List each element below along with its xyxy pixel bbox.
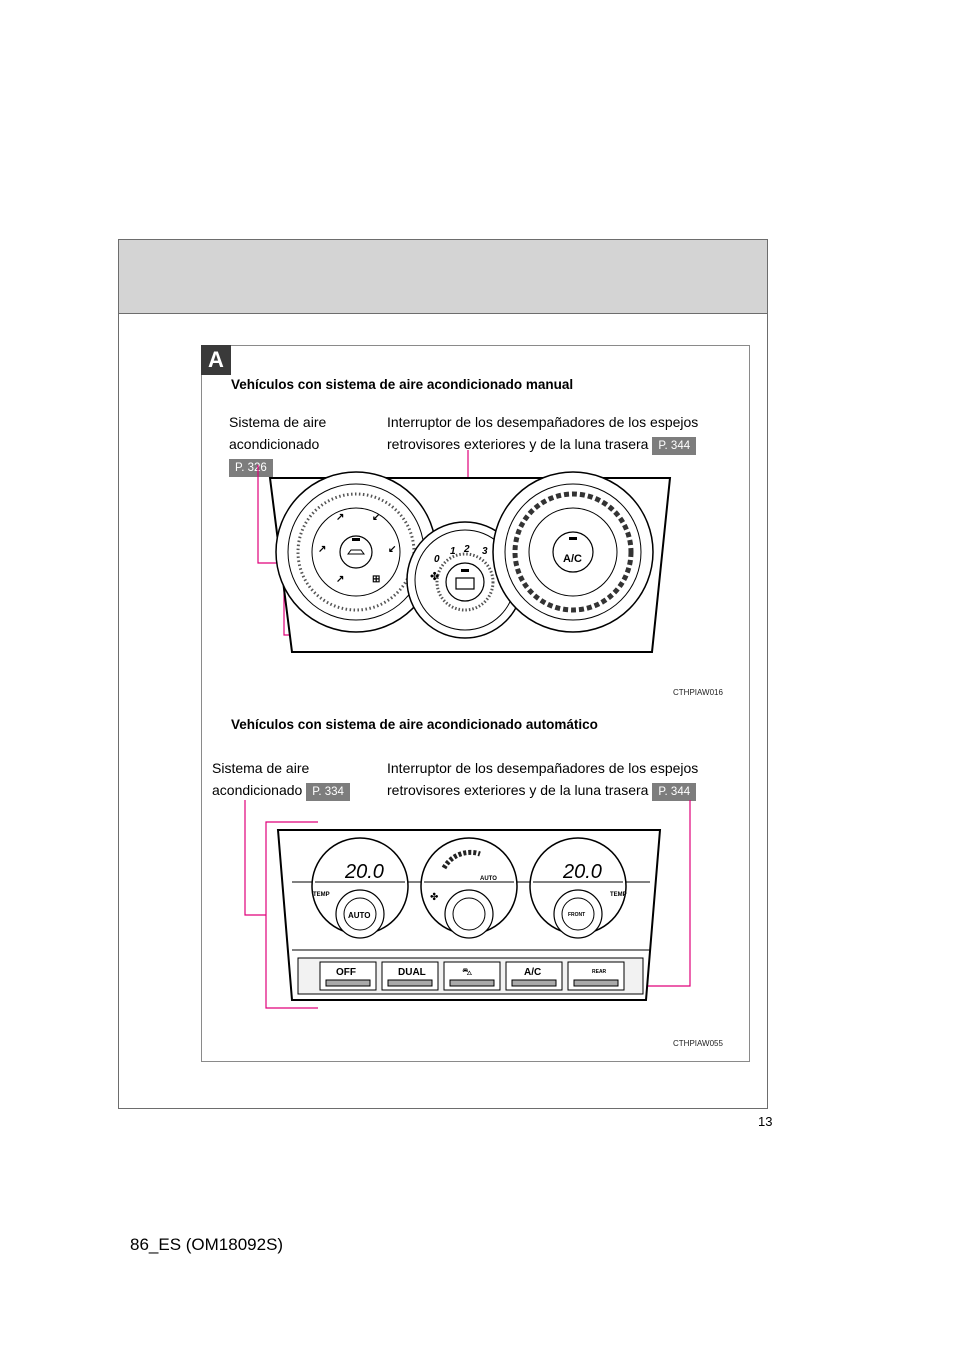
manual-image-code: CTHPIAW016	[673, 688, 723, 697]
manual-climate-panel-illustration	[240, 440, 690, 690]
ac-button[interactable]	[506, 962, 562, 990]
manual-right-ref[interactable]: P. 344	[652, 437, 696, 455]
fan-scale-3: 3	[482, 546, 488, 557]
svg-text:↙: ↙	[388, 544, 397, 555]
automatic-image-code: CTHPIAW055	[673, 1039, 723, 1048]
rear-defogger-button[interactable]	[568, 962, 624, 990]
svg-text:↗: ↗	[336, 512, 345, 523]
right-temp-display: 20.0	[563, 861, 602, 883]
front-defrost-label: FRONT	[568, 912, 586, 918]
svg-text:↗: ↗	[336, 574, 345, 585]
automatic-left-label: Sistema de aire acondicionado P. 334	[212, 757, 350, 801]
right-temp-label: TEMP	[610, 892, 627, 898]
recirculation-button[interactable]	[444, 962, 500, 990]
manual-right-label: Interruptor de los desempañadores de los espejos retrovisores exteriores y de la luna trasera P. 344	[387, 411, 698, 455]
fan-icon-auto: ✤	[430, 892, 439, 903]
svg-text:↙: ↙	[372, 512, 381, 523]
fan-scale-2: 2	[464, 544, 470, 555]
fan-icon: ✤	[430, 571, 440, 583]
automatic-heading: Vehículos con sistema de aire acondicionado automático	[231, 717, 598, 732]
header-band	[119, 240, 767, 314]
svg-text:DUAL: DUAL	[398, 967, 426, 978]
ac-label: A/C	[563, 553, 582, 565]
svg-text:OFF: OFF	[336, 967, 356, 978]
auto-mode-label: AUTO	[480, 876, 497, 882]
recirculation-icon: ⛍	[462, 967, 473, 978]
page-number: 13	[758, 1114, 773, 1129]
fan-scale-0: 0	[434, 554, 440, 565]
automatic-left-ref[interactable]: P. 334	[306, 783, 350, 801]
automatic-right-ref[interactable]: P. 344	[652, 783, 696, 801]
svg-text:⊞: ⊞	[372, 574, 381, 585]
manual-left-label: Sistema de aire acondicionado P. 326	[229, 411, 326, 477]
left-temp-label: TEMP	[313, 892, 330, 898]
auto-button-label: AUTO	[348, 911, 371, 920]
off-button[interactable]	[320, 962, 376, 990]
section-letter: A	[201, 345, 231, 375]
ac-dial[interactable]	[493, 472, 653, 632]
svg-text:↗: ↗	[318, 544, 327, 555]
left-temp-display: 20.0	[345, 861, 384, 883]
dual-button[interactable]	[382, 962, 438, 990]
fan-scale-1: 1	[450, 546, 456, 557]
manual-left-ref[interactable]: P. 326	[229, 459, 273, 477]
svg-text:A/C: A/C	[524, 967, 542, 978]
automatic-climate-panel-illustration	[240, 800, 700, 1020]
automatic-right-label: Interruptor de los desempañadores de los espejos retrovisores exteriores y de la luna trasera P. 344	[387, 757, 698, 801]
temp-dial[interactable]	[276, 472, 436, 632]
svg-text:REAR: REAR	[592, 969, 607, 975]
manual-heading: Vehículos con sistema de aire acondicionado manual	[231, 377, 574, 392]
footer-code: 86_ES (OM18092S)	[130, 1235, 284, 1254]
